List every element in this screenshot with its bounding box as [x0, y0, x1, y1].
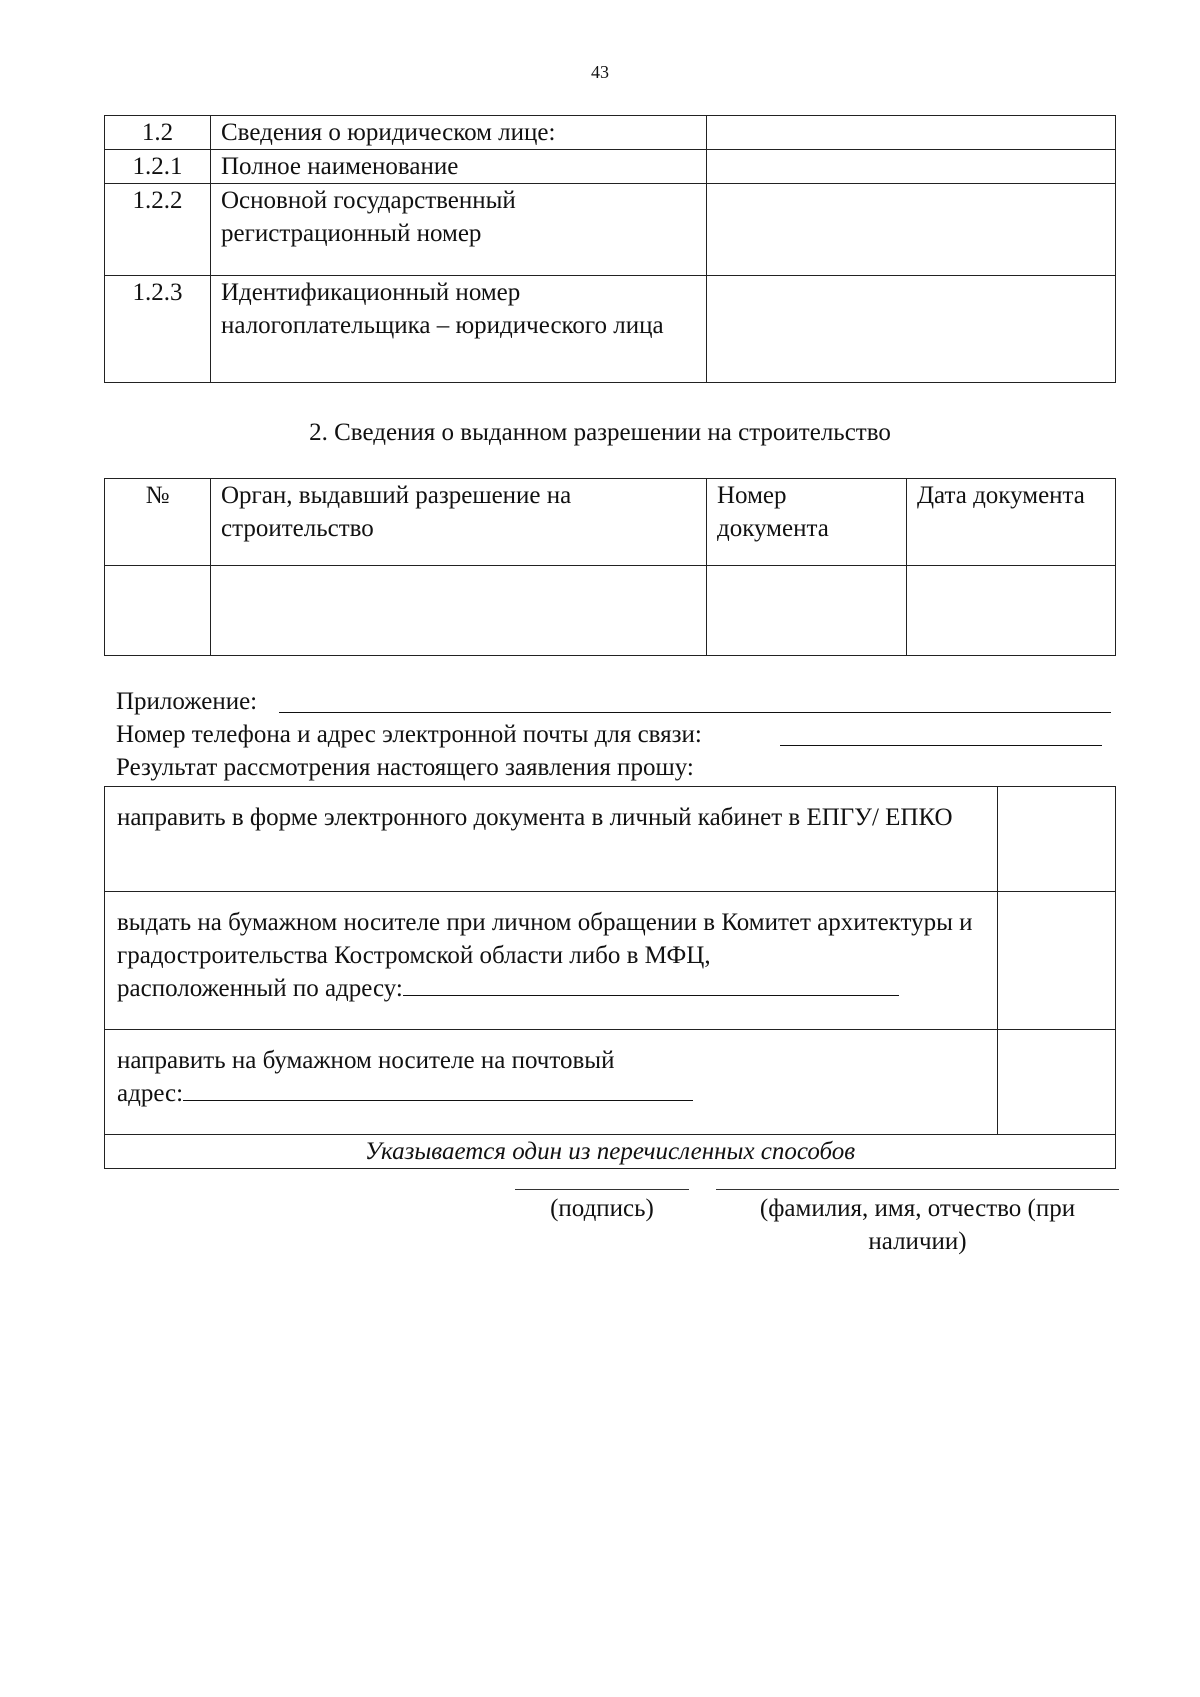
postal-address-blank-line[interactable]	[183, 1078, 693, 1101]
row-label: Сведения о юридическом лице:	[211, 116, 707, 150]
empty-cell[interactable]	[907, 566, 1116, 656]
row-label: Основной государственный регистрационный номер	[211, 184, 707, 276]
option-row	[105, 1030, 1116, 1135]
row-label: Идентификационный номер налогоплательщика – юридического лица	[211, 276, 707, 383]
row-value-cell[interactable]	[707, 150, 1116, 184]
attachment-label: Приложение:	[116, 688, 258, 715]
table-row	[105, 276, 1116, 383]
option-checkbox-cell[interactable]	[998, 787, 1116, 892]
table-row	[105, 566, 1116, 656]
contact-blank-line[interactable]	[780, 745, 1102, 746]
option-text: выдать на бумажном носителе при личном обращении в Комитет архитектуры и градостроительства Костромской области либо в МФЦ,	[117, 909, 973, 969]
row-value-cell[interactable]	[707, 276, 1116, 383]
section-title: 2. Сведения о выданном разрешении на строительство	[309, 419, 891, 446]
option-text: направить на бумажном носителе на почтовый	[117, 1047, 615, 1074]
option-checkbox-cell[interactable]	[998, 892, 1116, 1030]
signature-line[interactable]	[515, 1189, 689, 1190]
note-text: Указывается один из перечисленных способов	[105, 1135, 1116, 1169]
row-number: 1.2.1	[105, 150, 211, 184]
option-text: расположенный по адресу:	[117, 975, 403, 1002]
row-number: 1.2.3	[105, 276, 211, 383]
attachment-blank-line[interactable]	[279, 712, 1111, 713]
table-row	[105, 150, 1116, 184]
column-header-number: №	[105, 479, 211, 566]
empty-cell[interactable]	[211, 566, 707, 656]
row-value-cell[interactable]	[707, 116, 1116, 150]
column-header-doc-number: Номер документа	[707, 479, 907, 566]
option-row	[105, 892, 1116, 1030]
option-checkbox-cell[interactable]	[998, 1030, 1116, 1135]
delivery-options-table	[104, 786, 1116, 1169]
contact-label: Номер телефона и адрес электронной почты для связи:	[116, 721, 702, 748]
empty-cell[interactable]	[105, 566, 211, 656]
address-blank-line[interactable]	[403, 973, 899, 996]
table-row	[105, 116, 1116, 150]
full-name-line[interactable]	[716, 1189, 1119, 1190]
permit-table	[104, 478, 1116, 656]
option-paper-inperson	[105, 892, 998, 1030]
option-paper-mail	[105, 1030, 998, 1135]
empty-cell[interactable]	[707, 566, 907, 656]
option-text: адрес:	[117, 1080, 184, 1107]
column-header-authority: Орган, выдавший разрешение на строительство	[211, 479, 707, 566]
row-value-cell[interactable]	[707, 184, 1116, 276]
option-row	[105, 787, 1116, 892]
signature-caption: (подпись)	[550, 1195, 654, 1222]
row-number: 1.2	[105, 116, 211, 150]
legal-entity-table	[104, 115, 1116, 383]
row-label: Полное наименование	[211, 150, 707, 184]
note-row	[105, 1135, 1116, 1169]
option-electronic: направить в форме электронного документа в личный кабинет в ЕПГУ/ ЕПКО	[105, 787, 998, 892]
result-label: Результат рассмотрения настоящего заявления прошу:	[116, 754, 694, 781]
full-name-caption: (фамилия, имя, отчество (при наличии)	[759, 1195, 1076, 1255]
column-header-doc-date: Дата документа	[907, 479, 1116, 566]
table-header-row	[105, 479, 1116, 566]
table-row	[105, 184, 1116, 276]
row-number: 1.2.2	[105, 184, 211, 276]
page-number: 43	[591, 62, 609, 82]
